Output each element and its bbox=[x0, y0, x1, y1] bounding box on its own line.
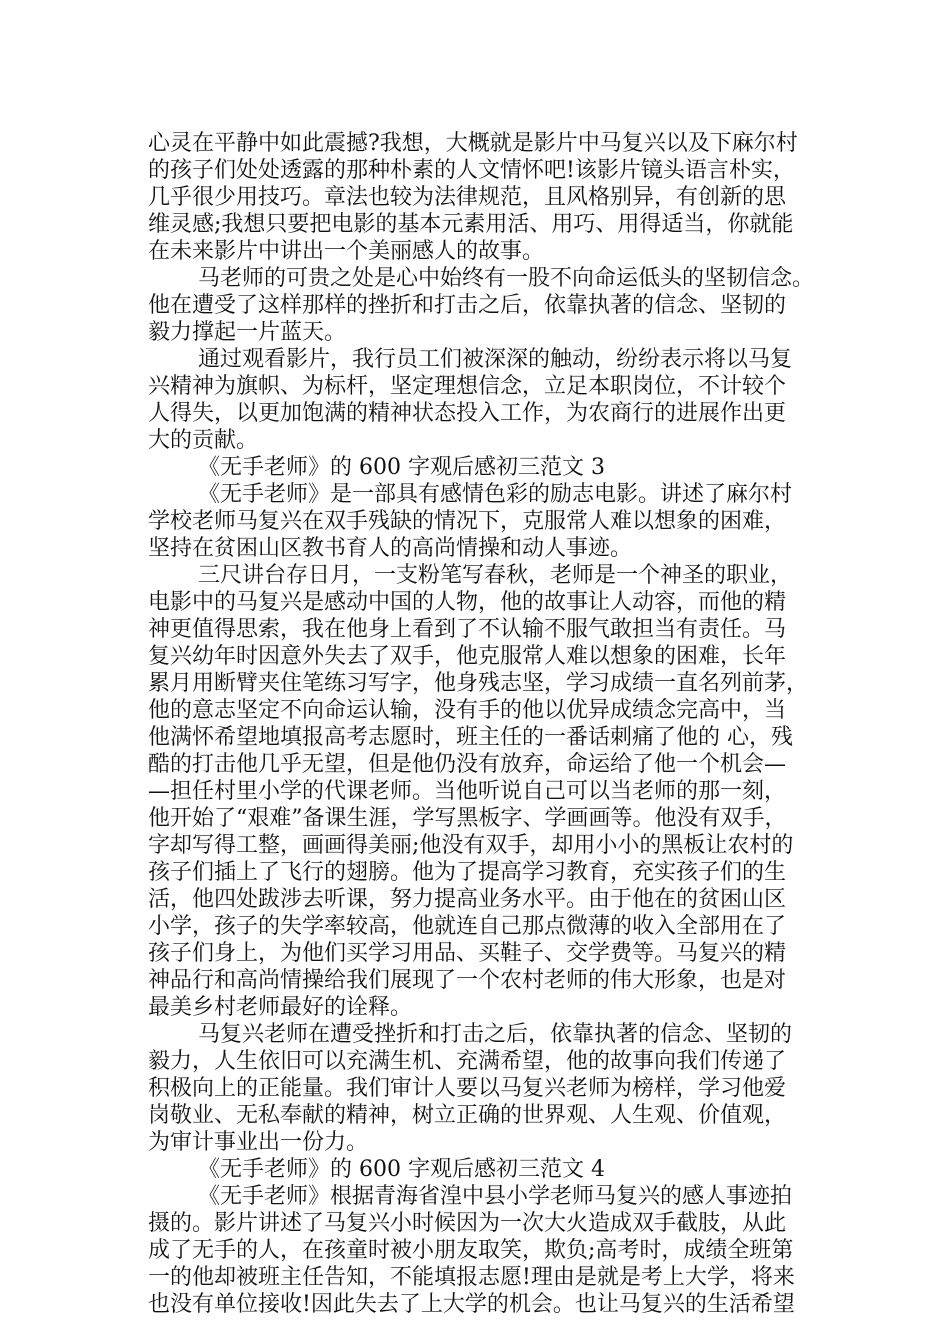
paragraph-start-line: 三尺讲台存日月，一支粉笔写春秋，老师是一个神圣的职业， bbox=[198, 563, 793, 588]
text-line: 一的他却被班主任告知，不能填报志愿!理由是就是考上大学，将来 bbox=[148, 1265, 795, 1290]
text-line: 为审计事业出一份力。 bbox=[148, 1130, 369, 1155]
text-line: 活，他四处跋涉去听课，努力提高业务水平。由于他在的贫困山区 bbox=[148, 887, 787, 912]
paragraph-start-line: 马老师的可贵之处是心中始终有一股不向命运低头的坚韧信念。 bbox=[198, 266, 815, 291]
text-line: 也没有单位接收!因此失去了上大学的机会。也让马复兴的生活希望 bbox=[148, 1292, 795, 1317]
text-line: 神品行和高尚情操给我们展现了一个农村老师的伟大形象，也是对 bbox=[148, 968, 787, 993]
text-line: 毅力撑起一片蓝天。 bbox=[148, 320, 347, 345]
text-line: 酷的打击他几乎无望，但是他仍没有放弃，命运给了他一个机会— bbox=[148, 752, 787, 777]
text-line: 神更值得思索，我在他身上看到了不认输不服气敢担当有责任。马 bbox=[148, 617, 787, 642]
section-heading: 《无手老师》的 600 字观后感初三范文 4 bbox=[198, 1157, 605, 1182]
text-line: 积极向上的正能量。我们审计人要以马复兴老师为榜样，学习他爱 bbox=[148, 1076, 787, 1101]
text-line: 孩子们插上了飞行的翅膀。他为了提高学习教育，充实孩子们的生 bbox=[148, 860, 787, 885]
text-line: 小学，孩子的失学率较高，他就连自己那点微薄的收入全部用在了 bbox=[148, 914, 787, 939]
text-line: 复兴幼年时因意外失去了双手，他克服常人难以想象的困难，长年 bbox=[148, 644, 787, 669]
text-line: —担任村里小学的代课老师。当他听说自己可以当老师的那一刻， bbox=[148, 779, 787, 804]
text-line: 人得失，以更加饱满的精神状态投入工作，为农商行的进展作出更 bbox=[148, 401, 787, 426]
text-line: 他满怀希望地填报高考志愿时，班主任的一番话刺痛了他的 心，残 bbox=[148, 725, 793, 750]
text-line: 学校老师马复兴在双手残缺的情况下，克服常人难以想象的困难， bbox=[148, 509, 787, 534]
text-line: 毅力，人生依旧可以充满生机、充满希望，他的故事向我们传递了 bbox=[148, 1049, 787, 1074]
section-heading: 《无手老师》的 600 字观后感初三范文 3 bbox=[198, 455, 605, 480]
text-line: 坚持在贫困山区教书育人的高尚情操和动人事迹。 bbox=[148, 536, 633, 561]
paragraph-start-line: 《无手老师》根据青海省湟中县小学老师马复兴的感人事迹拍 bbox=[198, 1184, 793, 1209]
text-line: 累月用断臂夹住笔练习写字，他身残志坚，学习成绩一直名列前茅， bbox=[148, 671, 809, 696]
text-line: 心灵在平静中如此震撼?我想，大概就是影片中马复兴以及下麻尔村 bbox=[148, 131, 798, 156]
text-line: 成了无手的人，在孩童时被小朋友取笑，欺负;高考时，成绩全班第 bbox=[148, 1238, 794, 1263]
text-line: 维灵感;我想只要把电影的基本元素用活、用巧、用得适当，你就能 bbox=[148, 212, 794, 237]
text-line: 他开始了“艰难”备课生涯，学写黑板字、学画画等。他没有双手， bbox=[148, 806, 787, 831]
text-line: 大的贡献。 bbox=[148, 428, 259, 453]
paragraph-start-line: 马复兴老师在遭受挫折和打击之后，依靠执著的信念、坚韧的 bbox=[198, 1022, 793, 1047]
paragraph-start-line: 《无手老师》是一部具有感情色彩的励志电影。讲述了麻尔村 bbox=[198, 482, 793, 507]
text-line: 字却写得工整，画画得美丽;他没有双手，却用小小的黑板让农村的 bbox=[148, 833, 794, 858]
text-line: 他的意志坚定不向命运认输，没有手的他以优异成绩念完高中，当 bbox=[148, 698, 787, 723]
text-line: 兴精神为旗帜、为标杆，坚定理想信念，立足本职岗位，不计较个 bbox=[148, 374, 787, 399]
text-line: 几乎很少用技巧。章法也较为法律规范，且风格别异，有创新的思 bbox=[148, 185, 787, 210]
document-body bbox=[148, 130, 828, 1318]
text-line: 在未来影片中讲出一个美丽感人的故事。 bbox=[148, 239, 545, 264]
text-line: 最美乡村老师最好的诠释。 bbox=[148, 995, 413, 1020]
paragraph-start-line: 通过观看影片，我行员工们被深深的触动，纷纷表示将以马复 bbox=[198, 347, 793, 372]
text-line: 电影中的马复兴是感动中国的人物，他的故事让人动容，而他的精 bbox=[148, 590, 787, 615]
text-line: 摄的。影片讲述了马复兴小时候因为一次大火造成双手截肢，从此 bbox=[148, 1211, 787, 1236]
text-line: 他在遭受了这样那样的挫折和打击之后，依靠执著的信念、坚韧的 bbox=[148, 293, 787, 318]
text-line: 孩子们身上，为他们买学习用品、买鞋子、交学费等。马复兴的精 bbox=[148, 941, 787, 966]
text-line: 岗敬业、无私奉献的精神，树立正确的世界观、人生观、价值观， bbox=[148, 1103, 787, 1128]
text-line: 的孩子们处处透露的那种朴素的人文情怀吧!该影片镜头语言朴实， bbox=[148, 158, 795, 183]
